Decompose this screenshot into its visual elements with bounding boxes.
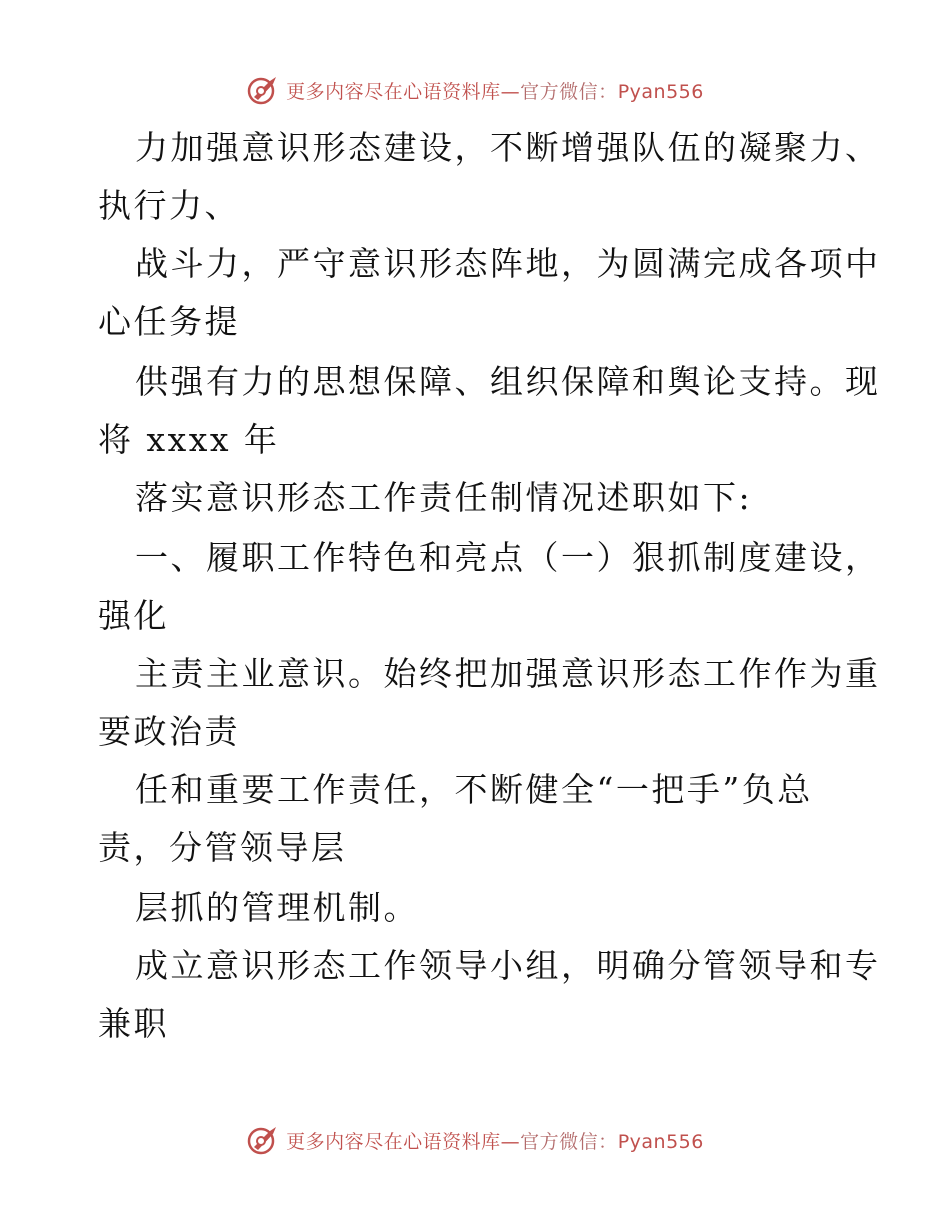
body-line-2: 执行力、 bbox=[98, 186, 240, 225]
footer-banner-sep: — bbox=[500, 1130, 521, 1153]
header-banner-sep: — bbox=[500, 80, 521, 103]
footer-banner bbox=[0, 1120, 950, 1160]
header-banner-main: 更多内容尽在心语资料库 bbox=[286, 80, 501, 103]
header-banner-id: Pyan556 bbox=[617, 80, 704, 103]
body-line-9: 强化 bbox=[98, 596, 169, 635]
header-banner-label: 官方微信： bbox=[520, 80, 618, 103]
body-line-4: 心任务提 bbox=[98, 302, 240, 341]
body-line-10: 主责主业意识。始终把加强意识形态工作作为重 bbox=[135, 654, 881, 693]
footer-banner-label: 官方微信： bbox=[520, 1130, 618, 1153]
body-line-11: 要政治责 bbox=[98, 712, 240, 751]
footer-banner-main: 更多内容尽在心语资料库 bbox=[286, 1130, 501, 1153]
body-line-8: 一、履职工作特色和亮点（一）狠抓制度建设， bbox=[135, 538, 881, 577]
body-line-12: 任和重要工作责任，不断健全“一把手”负总 bbox=[135, 770, 813, 809]
body-line-7: 落实意识形态工作责任制情况述职如下: bbox=[135, 478, 753, 517]
body-line-3: 战斗力，严守意识形态阵地，为圆满完成各项中 bbox=[135, 244, 881, 283]
body-line-15: 成立意识形态工作领导小组，明确分管领导和专 bbox=[135, 946, 881, 985]
body-line-13: 责，分管领导层 bbox=[98, 828, 347, 867]
body-line-5: 供强有力的思想保障、组织保障和舆论支持。现 bbox=[135, 362, 881, 401]
body-line-6: 将 xxxx 年 bbox=[98, 420, 280, 459]
footer-banner-id: Pyan556 bbox=[617, 1130, 704, 1153]
quill-pen-logo-icon bbox=[246, 1123, 280, 1157]
body-line-14: 层抓的管理机制。 bbox=[135, 888, 419, 927]
body-line-1: 力加强意识形态建设，不断增强队伍的凝聚力、 bbox=[135, 128, 881, 167]
body-line-16: 兼职 bbox=[98, 1004, 169, 1043]
footer-banner-text bbox=[286, 1127, 704, 1154]
